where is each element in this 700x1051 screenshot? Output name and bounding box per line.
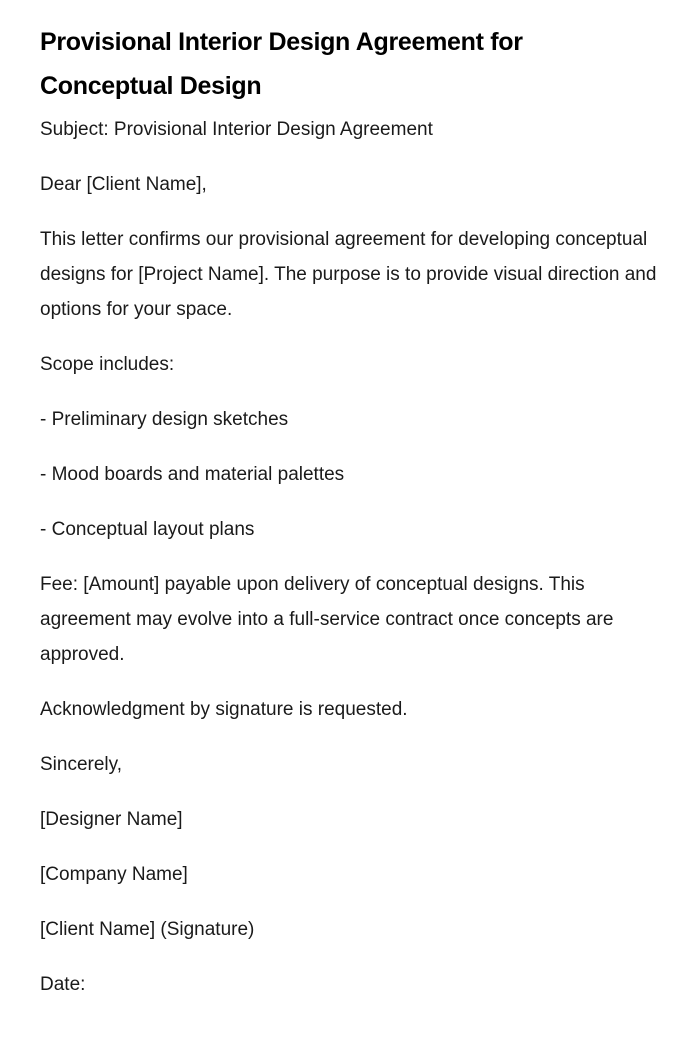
scope-heading: Scope includes: bbox=[40, 354, 175, 375]
subject-line: Subject: Provisional Interior Design Agreement bbox=[40, 119, 433, 140]
company-name: [Company Name] bbox=[40, 864, 188, 885]
designer-name: [Designer Name] bbox=[40, 809, 183, 830]
client-signature: [Client Name] (Signature) bbox=[40, 919, 255, 940]
fee-paragraph: Fee: [Amount] payable upon delivery of conceptual designs. This agreement may evolve into a full-service contract once concepts are approved. bbox=[40, 574, 614, 665]
scope-item: - Preliminary design sketches bbox=[40, 409, 289, 430]
scope-item: - Mood boards and material palettes bbox=[40, 464, 345, 485]
scope-item: - Conceptual layout plans bbox=[40, 519, 255, 540]
date-line: Date: bbox=[40, 974, 86, 995]
intro-paragraph: This letter confirms our provisional agreement for developing conceptual designs for [Project Name]. The purpose is to provide visual direction and options for your space. bbox=[40, 229, 657, 320]
document-title: Provisional Interior Design Agreement for Conceptual Design bbox=[40, 28, 523, 100]
closing: Sincerely, bbox=[40, 754, 123, 775]
salutation: Dear [Client Name], bbox=[40, 174, 207, 195]
acknowledgment-line: Acknowledgment by signature is requested. bbox=[40, 699, 408, 720]
